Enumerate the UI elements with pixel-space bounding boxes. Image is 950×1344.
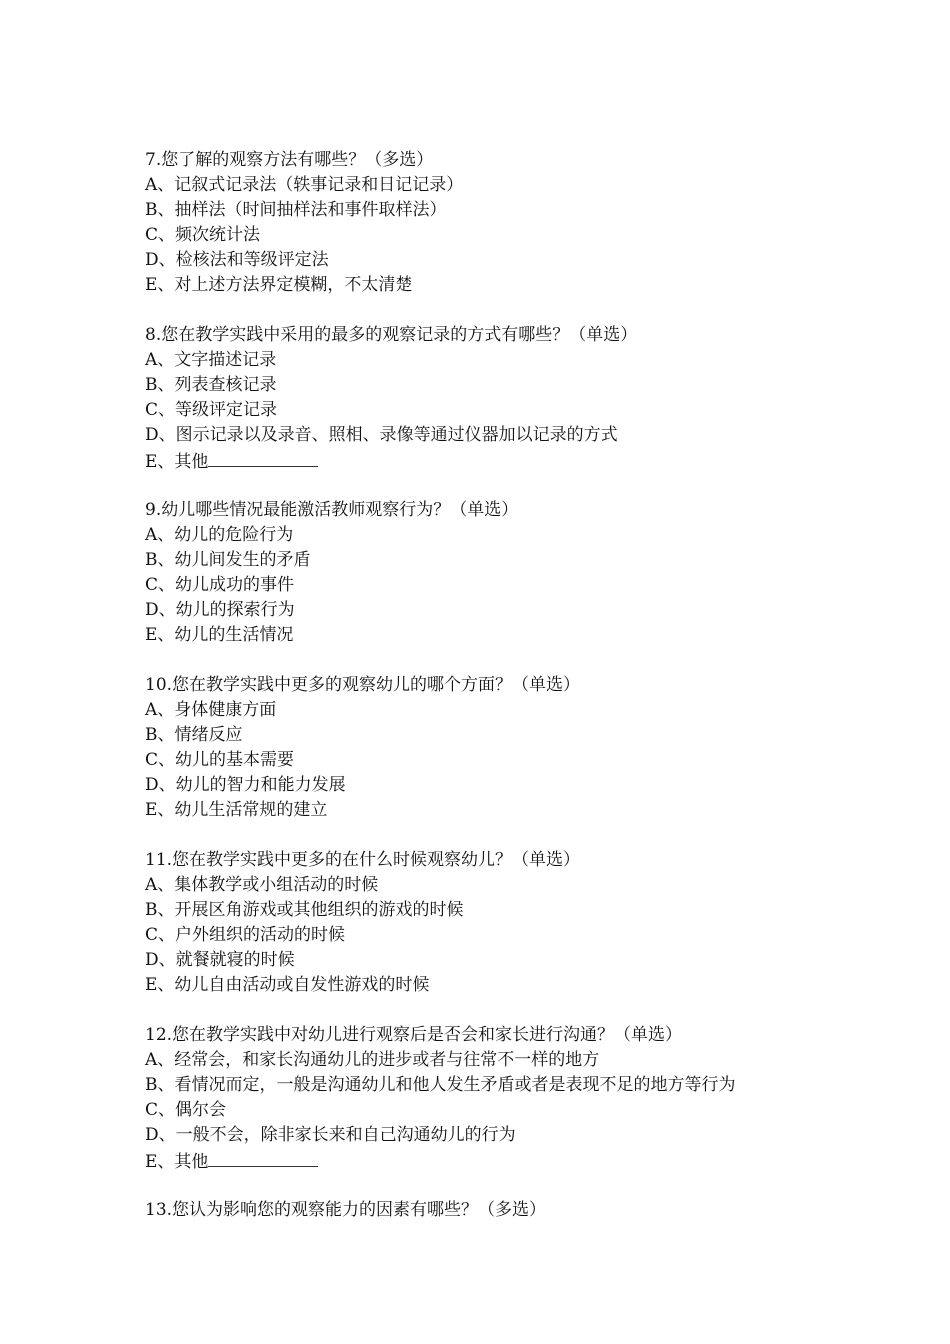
option-b: B、幼儿间发生的矛盾 bbox=[145, 550, 311, 570]
option-d: D、幼儿的智力和能力发展 bbox=[145, 775, 346, 795]
option-e-other bbox=[145, 448, 925, 473]
option-b: B、抽样法（时间抽样法和事件取样法） bbox=[145, 200, 447, 220]
question-8 bbox=[145, 323, 925, 473]
option-c: C、频次统计法 bbox=[145, 225, 261, 245]
question-12 bbox=[145, 1023, 925, 1173]
option-e: E、幼儿的生活情况 bbox=[145, 625, 294, 645]
option-b: B、列表查核记录 bbox=[145, 375, 277, 395]
option-d: D、图示记录以及录音、照相、录像等通过仪器加以记录的方式 bbox=[145, 425, 618, 445]
option-e-label: E、其他 bbox=[145, 452, 209, 472]
option-a: A、集体教学或小组活动的时候 bbox=[145, 875, 379, 895]
option-c: C、幼儿的基本需要 bbox=[145, 750, 295, 770]
option-c: C、偶尔会 bbox=[145, 1100, 227, 1120]
question-title: 9.幼儿哪些情况最能激活教师观察行为？（单选） bbox=[145, 500, 519, 520]
question-7 bbox=[145, 148, 925, 298]
option-a: A、记叙式记录法（轶事记录和日记记录） bbox=[145, 175, 464, 195]
question-title: 12.您在教学实践中对幼儿进行观察后是否会和家长进行沟通？（单选） bbox=[145, 1025, 683, 1045]
option-b: B、情绪反应 bbox=[145, 725, 243, 745]
fill-in-blank bbox=[208, 448, 318, 467]
option-d: D、幼儿的探索行为 bbox=[145, 600, 295, 620]
fill-in-blank bbox=[208, 1148, 318, 1167]
option-d: D、就餐就寝的时候 bbox=[145, 950, 295, 970]
option-d: D、一般不会，除非家长来和自己沟通幼儿的行为 bbox=[145, 1125, 516, 1145]
question-13 bbox=[145, 1198, 925, 1223]
question-10 bbox=[145, 673, 925, 823]
option-c: C、幼儿成功的事件 bbox=[145, 575, 295, 595]
option-d: D、检核法和等级评定法 bbox=[145, 250, 329, 270]
option-c: C、户外组织的活动的时候 bbox=[145, 925, 346, 945]
option-e: E、对上述方法界定模糊，不太清楚 bbox=[145, 275, 413, 295]
option-a: A、身体健康方面 bbox=[145, 700, 277, 720]
option-e: E、幼儿生活常规的建立 bbox=[145, 800, 328, 820]
question-9 bbox=[145, 498, 925, 648]
questionnaire-page bbox=[145, 148, 925, 1248]
option-a: A、文字描述记录 bbox=[145, 350, 277, 370]
option-a: A、经常会，和家长沟通幼儿的进步或者与往常不一样的地方 bbox=[145, 1050, 600, 1070]
option-e-other bbox=[145, 1148, 925, 1173]
option-a: A、幼儿的危险行为 bbox=[145, 525, 294, 545]
option-b: B、开展区角游戏或其他组织的游戏的时候 bbox=[145, 900, 464, 920]
question-title: 13.您认为影响您的观察能力的因素有哪些？（多选） bbox=[145, 1200, 547, 1220]
question-title: 10.您在教学实践中更多的观察幼儿的哪个方面？（单选） bbox=[145, 675, 581, 695]
option-b: B、看情况而定，一般是沟通幼儿和他人发生矛盾或者是表现不足的地方等行为 bbox=[145, 1075, 736, 1095]
option-e-label: E、其他 bbox=[145, 1152, 209, 1172]
question-title: 7.您了解的观察方法有哪些？（多选） bbox=[145, 150, 434, 170]
option-e: E、幼儿自由活动或自发性游戏的时候 bbox=[145, 975, 430, 995]
question-11 bbox=[145, 848, 925, 998]
question-title: 8.您在教学实践中采用的最多的观察记录的方式有哪些？（单选） bbox=[145, 325, 638, 345]
question-title: 11.您在教学实践中更多的在什么时候观察幼儿？（单选） bbox=[145, 850, 581, 870]
option-c: C、等级评定记录 bbox=[145, 400, 278, 420]
